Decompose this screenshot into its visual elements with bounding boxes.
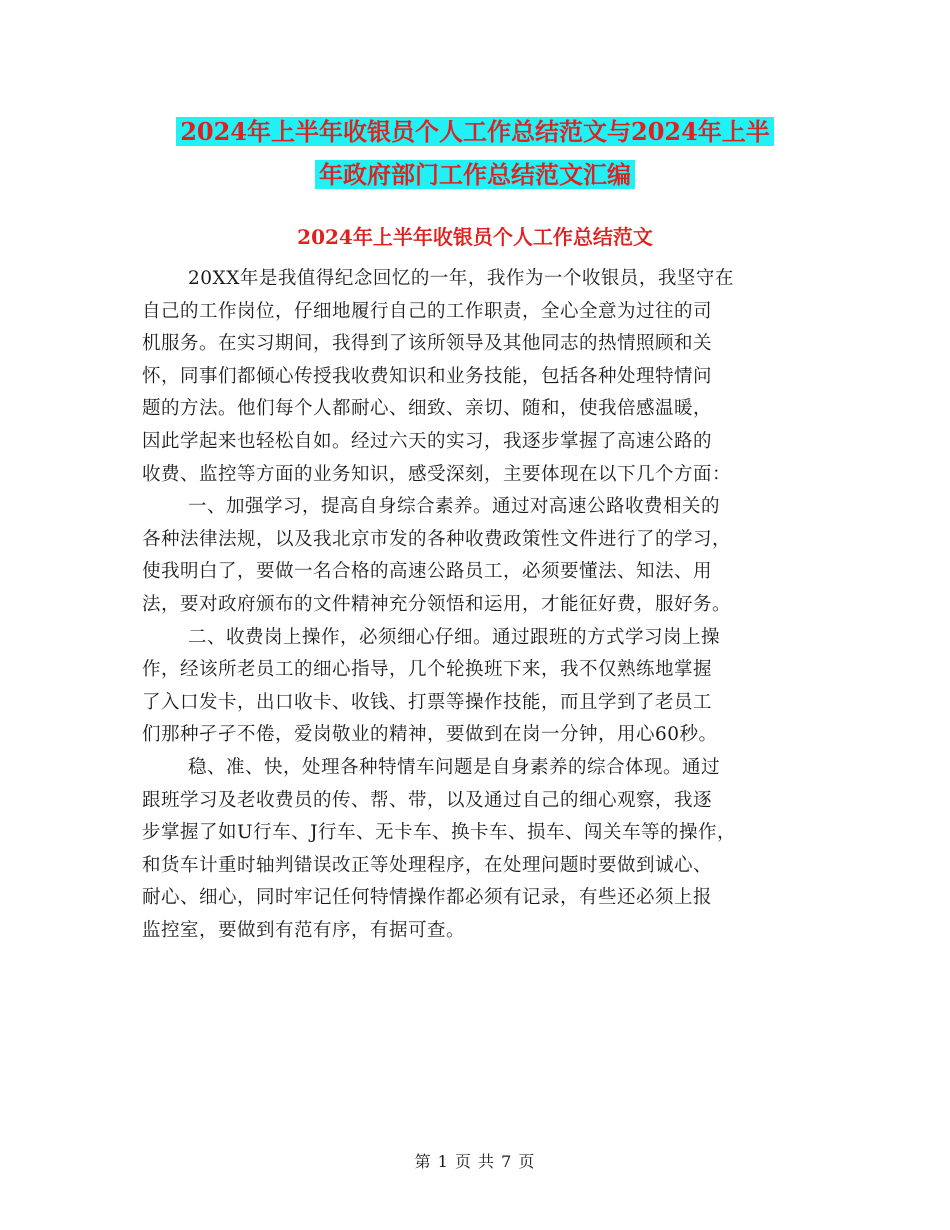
paragraph-line: 自己的工作岗位，仔细地履行自己的工作职责，全心全意为过往的司 [142,300,713,322]
main-title-line-1 [0,114,950,150]
paragraph-line: 题的方法。他们每个人都耐心、细致、亲切、随和，使我倍感温暖， [142,398,713,420]
paragraph-line: 了入口发卡，出口收卡、收钱、打票等操作技能，而且学到了老员工 [142,691,713,713]
paragraph-line: 怀，同事们都倾心传授我收费知识和业务技能，包括各种处理特情问 [142,365,713,387]
section-title: 2024年上半年收银员个人工作总结范文 [297,225,653,249]
paragraph-line: 各种法律法规，以及我北京市发的各种收费政策性文件进行了的学习， [142,528,732,550]
paragraph-line: 作，经该所老员工的细心指导，几个轮换班下来，我不仅熟练地掌握 [142,659,713,681]
main-title-text-2: 年政府部门工作总结范文汇编 [315,160,635,189]
paragraph-line: 一、加强学习，提高自身综合素养。通过对高速公路收费相关的 [188,496,721,518]
paragraph-line: 跟班学习及老收费员的传、帮、带，以及通过自己的细心观察，我逐 [142,789,713,811]
paragraph-line: 法，要对政府颁布的文件精神充分领悟和运用，才能征好费，服好务。 [142,593,732,615]
body-text [142,263,822,947]
page-footer: 第 1 页 共 7 页 [414,1152,536,1171]
paragraph-line: 20XX年是我值得纪念回忆的一年，我作为一个收银员，我坚守在 [188,268,734,289]
main-title-text-1: 2024年上半年收银员个人工作总结范文与2024年上半 [176,117,774,146]
main-title-line-2 [0,157,950,193]
paragraph-line: 和货车计重时轴判错误改正等处理程序，在处理问题时要做到诚心、 [142,854,713,876]
paragraph-line: 监控室，要做到有范有序，有据可查。 [142,919,466,941]
paragraph-line: 二、收费岗上操作，必须细心仔细。通过跟班的方式学习岗上操 [188,626,721,648]
paragraph-line: 机服务。在实习期间，我得到了该所领导及其他同志的热情照顾和关 [142,333,713,355]
paragraph-line: 收费、监控等方面的业务知识，感受深刻，主要体现在以下几个方面： [142,463,732,485]
paragraph-line: 稳、准、快，处理各种特情车问题是自身素养的综合体现。通过 [188,756,721,778]
paragraph-line: 使我明白了，要做一名合格的高速公路员工，必须要懂法、知法、用 [142,561,713,583]
paragraph-line: 耐心、细心，同时牢记任何特情操作都必须有记录，有些还必须上报 [142,887,713,909]
paragraph-line: 们那种孑孑不倦，爱岗敬业的精神，要做到在岗一分钟，用心60秒。 [142,724,718,746]
paragraph-line: 步掌握了如U行车、J行车、无卡车、换卡车、损车、闯关车等的操作， [142,822,737,844]
paragraph-line: 因此学起来也轻松自如。经过六天的实习，我逐步掌握了高速公路的 [142,430,713,452]
